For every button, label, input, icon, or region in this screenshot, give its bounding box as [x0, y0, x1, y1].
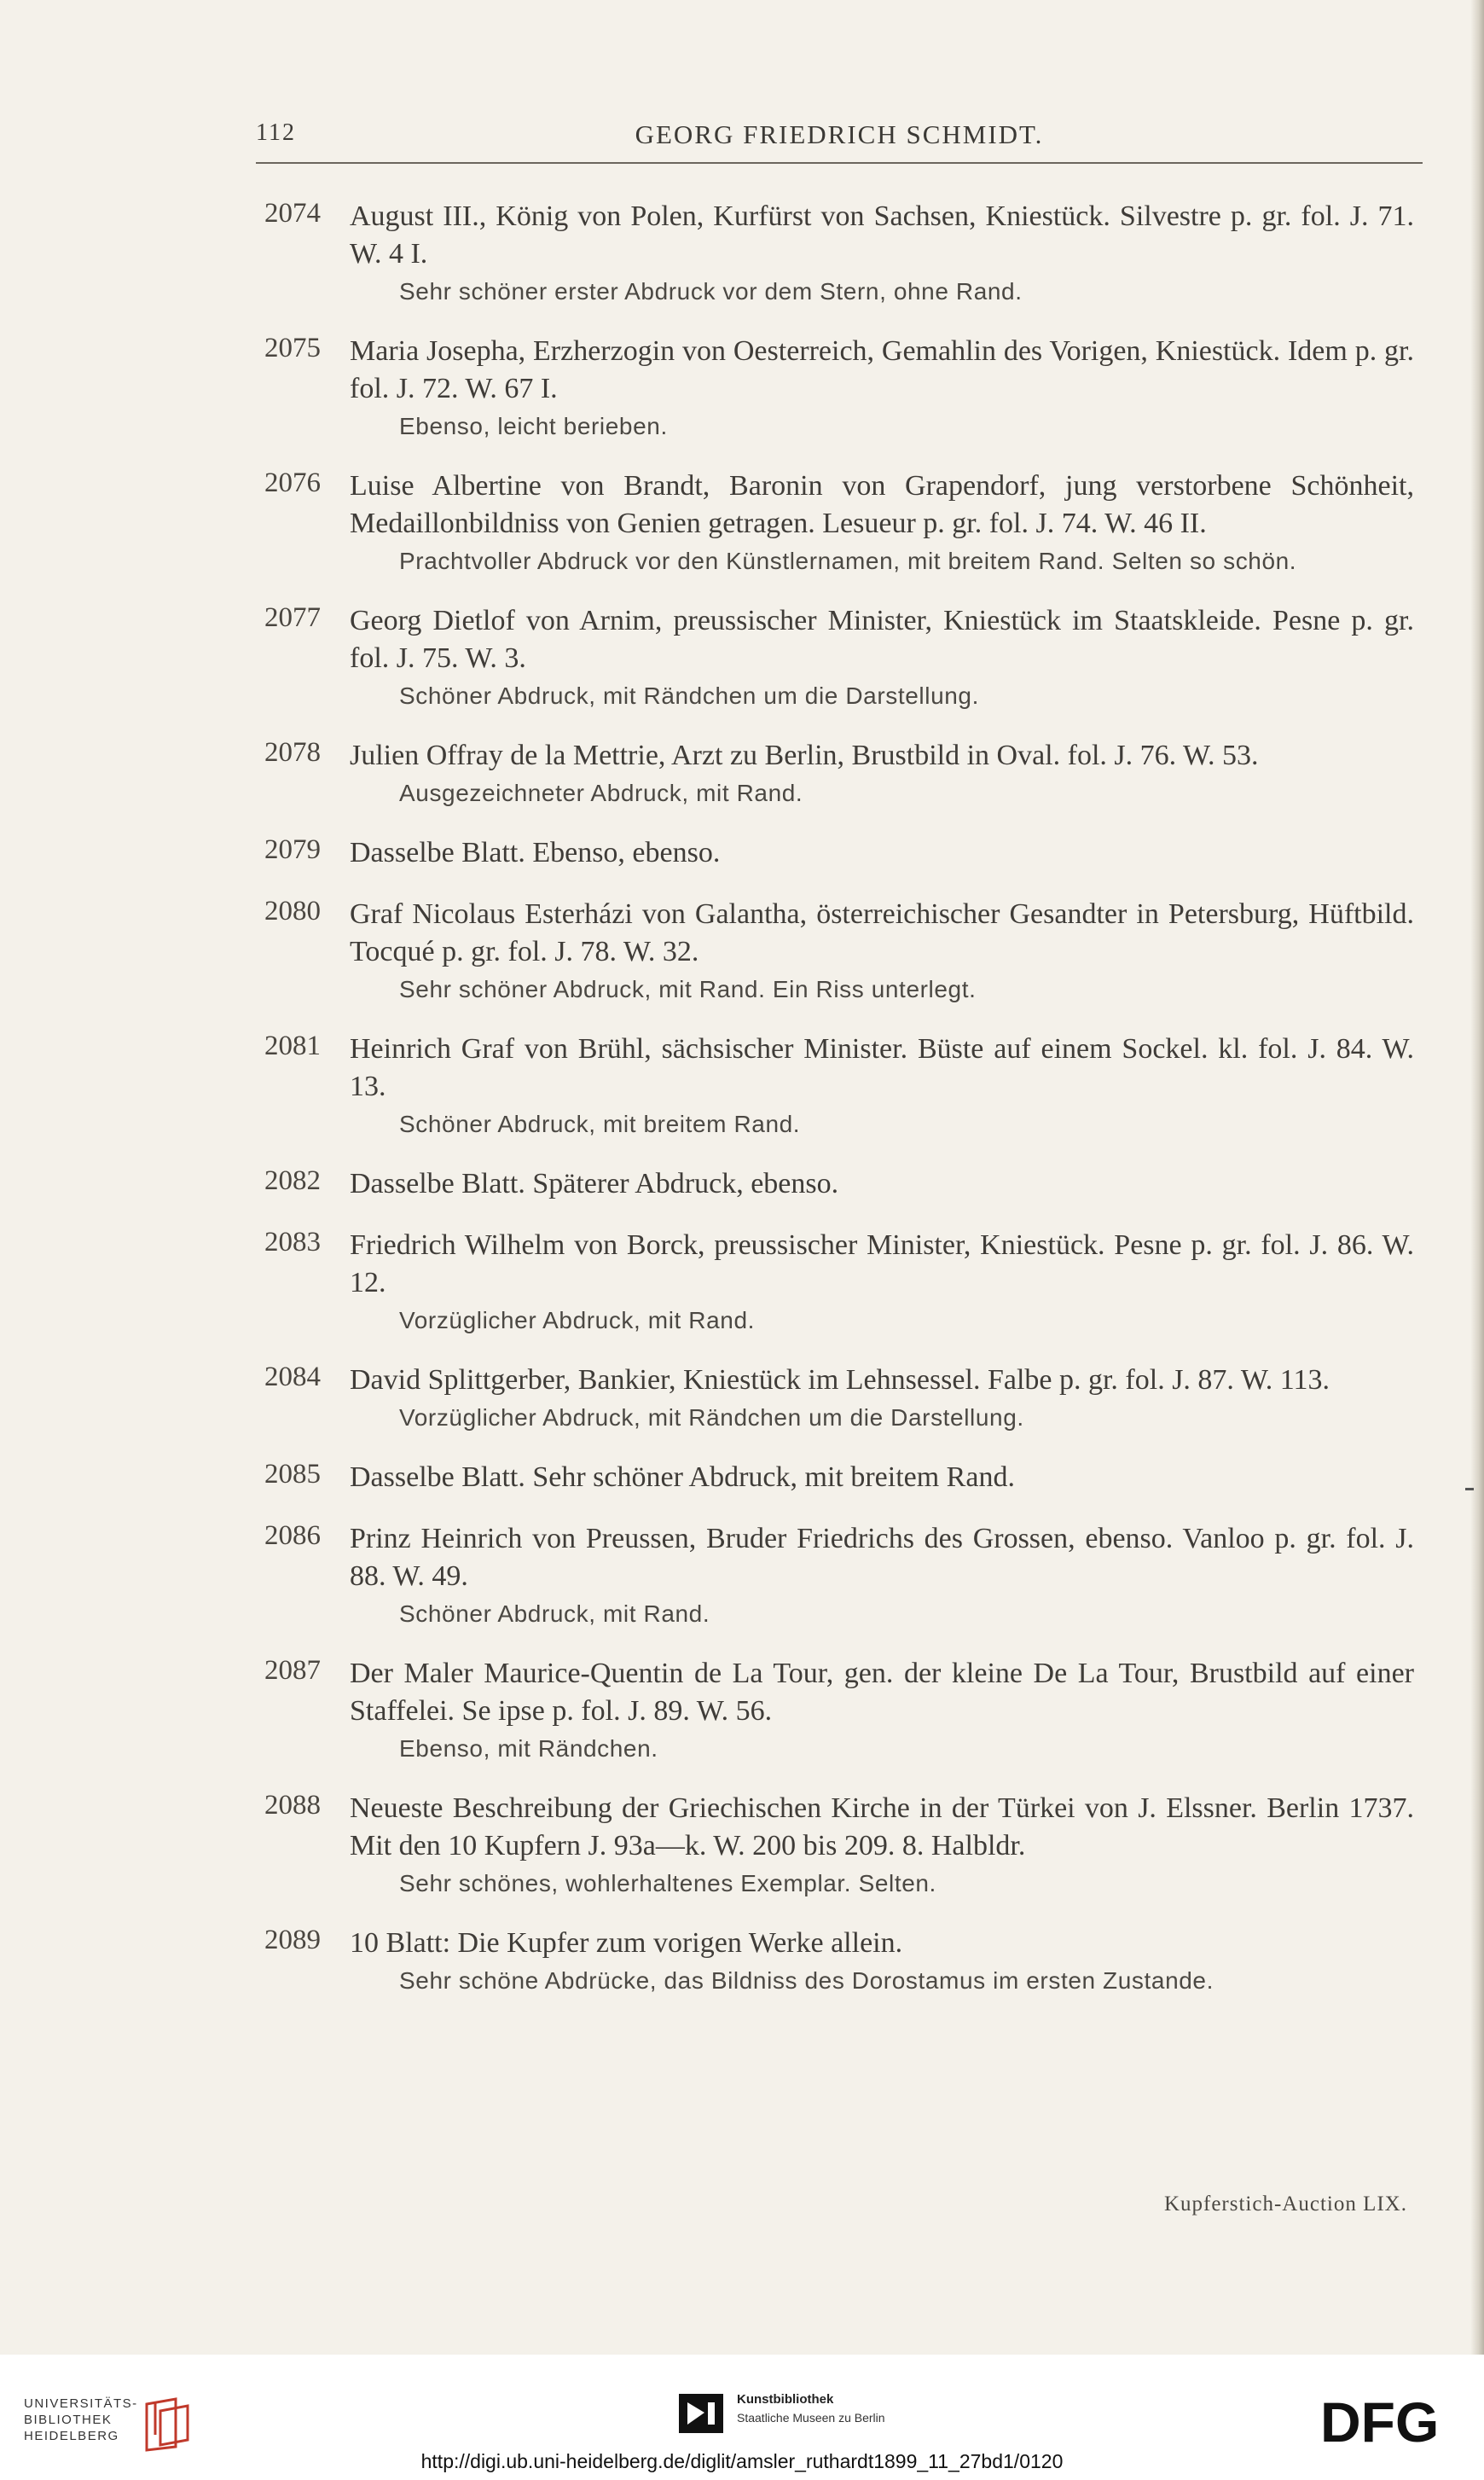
- catalogue-entry: [264, 1790, 1414, 1901]
- university-emblem-icon: [142, 2396, 201, 2452]
- entry-description: Dasselbe Blatt. Späterer Abdruck, ebenso.: [350, 1168, 839, 1199]
- entry-number: 2074: [264, 198, 321, 229]
- entry-condition-note: Schöner Abdruck, mit breitem Rand.: [399, 1111, 801, 1137]
- running-title: GEORG FRIEDRICH SCHMIDT.: [635, 119, 1044, 149]
- kunstbibliothek-subtitle: Staatliche Museen zu Berlin: [737, 2411, 885, 2425]
- entry-condition-note: Schöner Abdruck, mit Rand.: [399, 1600, 710, 1627]
- entry-description: David Splittgerber, Bankier, Kniestück im Lehnsessel. Falbe p. gr. fol. J. 87. W. 113.: [350, 1364, 1330, 1396]
- entry-description: Maria Josepha, Erzherzogin von Oesterreich, Gemahlin des Vorigen, Kniestück. Idem p. gr. fol. J. 72. W. 67 I.: [350, 335, 1414, 404]
- entry-number: 2080: [264, 896, 321, 926]
- catalogue-entry: [264, 1165, 1414, 1203]
- entry-number: 2077: [264, 602, 321, 633]
- entry-number: 2084: [264, 1362, 321, 1392]
- catalogue-entry: [264, 896, 1414, 1007]
- catalogue-entry: [264, 1520, 1414, 1631]
- catalogue-entry: [264, 468, 1414, 578]
- entry-number: 2083: [264, 1227, 321, 1257]
- catalogue-entry: [264, 1031, 1414, 1141]
- entry-description: 10 Blatt: Die Kupfer zum vorigen Werke allein.: [350, 1927, 903, 1959]
- entry-condition-note: Sehr schöne Abdrücke, das Bildniss des Dorostamus im ersten Zustande.: [399, 1967, 1214, 1994]
- university-library-logo[interactable]: [24, 2396, 212, 2455]
- entry-number: 2076: [264, 468, 321, 498]
- catalogue-entry: [264, 602, 1414, 713]
- catalogue-entry: [264, 1925, 1414, 1998]
- catalogue-entry: [264, 737, 1414, 810]
- catalogue-entry: [264, 1655, 1414, 1766]
- entry-number: 2081: [264, 1031, 321, 1061]
- entry-condition-note: Vorzüglicher Abdruck, mit Rand.: [399, 1307, 756, 1333]
- catalogue-entry: [264, 1459, 1414, 1496]
- entry-condition-note: Ebenso, mit Rändchen.: [399, 1735, 658, 1762]
- entry-number: 2089: [264, 1925, 321, 1955]
- page-header: [256, 119, 1423, 164]
- entry-description: Heinrich Graf von Brühl, sächsischer Minister. Büste auf einem Sockel. kl. fol. J. 84. W. 13.: [350, 1033, 1414, 1102]
- entry-description: Neueste Beschreibung der Griechischen Kirche in der Türkei von J. Elssner. Berlin 1737. Mit den 10 Kupfern J. 93a—k. W. 200 bis 209. 8. Halbldr.: [350, 1792, 1414, 1861]
- entry-condition-note: Vorzüglicher Abdruck, mit Rändchen um die Darstellung.: [399, 1404, 1024, 1431]
- dfg-logo[interactable]: [1320, 2396, 1465, 2447]
- university-name: UNIVERSITÄTS- BIBLIOTHEK HEIDELBERG: [24, 2396, 138, 2443]
- permalink-url[interactable]: http://digi.ub.uni-heidelberg.de/diglit/amsler_ruthardt1899_11_27bd1/0120: [420, 2450, 1064, 2472]
- entry-number: 2075: [264, 333, 321, 363]
- entry-number: 2087: [264, 1655, 321, 1686]
- page-edge-shadow: [1470, 0, 1484, 2355]
- entry-description: Luise Albertine von Brandt, Baronin von Grapendorf, jung verstorbene Schönheit, Medaillonbildniss von Genien getragen. Lesueur p. gr. fol. J. 74. W. 46 II.: [350, 470, 1414, 539]
- catalogue-entry: [264, 1227, 1414, 1338]
- entry-number: 2079: [264, 834, 321, 865]
- entry-number: 2086: [264, 1520, 321, 1551]
- svg-text:DFG: DFG: [1320, 2396, 1440, 2447]
- entry-number: 2088: [264, 1790, 321, 1821]
- catalogue-entry: [264, 198, 1414, 309]
- entry-description: Dasselbe Blatt. Ebenso, ebenso.: [350, 837, 721, 868]
- catalogue-entry: [264, 834, 1414, 872]
- entry-description: Georg Dietlof von Arnim, preussischer Minister, Kniestück im Staatskleide. Pesne p. gr. fol. J. 75. W. 3.: [350, 605, 1414, 674]
- catalogue-entry: [264, 1362, 1414, 1435]
- entry-description: Prinz Heinrich von Preussen, Bruder Friedrichs des Grossen, ebenso. Vanloo p. gr. fol. J. 88. W. 49.: [350, 1523, 1414, 1592]
- entry-number: 2078: [264, 737, 321, 768]
- entry-number: 2085: [264, 1459, 321, 1490]
- entry-condition-note: Ausgezeichneter Abdruck, mit Rand.: [399, 780, 803, 806]
- entry-number: 2082: [264, 1165, 321, 1196]
- kunstbibliothek-title: Kunstbibliothek: [737, 2392, 834, 2407]
- kunstbibliothek-emblem-icon: [679, 2394, 723, 2433]
- entry-description: Der Maler Maurice-Quentin de La Tour, gen. der kleine De La Tour, Brustbild auf einer Staffelei. Se ipse p. fol. J. 89. W. 56.: [350, 1658, 1414, 1727]
- entry-condition-note: Ebenso, leicht berieben.: [399, 413, 668, 439]
- entry-description: Friedrich Wilhelm von Borck, preussischer Minister, Kniestück. Pesne p. gr. fol. J. 86. W. 12.: [350, 1229, 1414, 1298]
- page-number: 112: [256, 119, 296, 146]
- entry-condition-note: Sehr schöner Abdruck, mit Rand. Ein Riss unterlegt.: [399, 976, 977, 1002]
- entry-description: August III., König von Polen, Kurfürst von Sachsen, Kniestück. Silvestre p. gr. fol. J. 71. W. 4 I.: [350, 200, 1414, 270]
- entry-condition-note: Schöner Abdruck, mit Rändchen um die Darstellung.: [399, 682, 979, 709]
- entry-description: Graf Nicolaus Esterházi von Galantha, österreichischer Gesandter in Petersburg, Hüftbild. Tocqué p. gr. fol. J. 78. W. 32.: [350, 898, 1414, 967]
- entry-description: Julien Offray de la Mettrie, Arzt zu Berlin, Brustbild in Oval. fol. J. 76. W. 53.: [350, 740, 1259, 771]
- catalogue-entry: [264, 333, 1414, 444]
- entry-condition-note: Sehr schöner erster Abdruck vor dem Stern, ohne Rand.: [399, 278, 1023, 305]
- entry-description: Dasselbe Blatt. Sehr schöner Abdruck, mit breitem Rand.: [350, 1461, 1015, 1493]
- footer-note: Kupferstich-Auction LIX.: [1163, 2193, 1407, 2216]
- catalogue-entries: [264, 198, 1414, 2022]
- kunstbibliothek-logo[interactable]: [679, 2389, 901, 2440]
- entry-condition-note: Prachtvoller Abdruck vor den Künstlernamen, mit breitem Rand. Selten so schön.: [399, 548, 1297, 574]
- entry-condition-note: Sehr schönes, wohlerhaltenes Exemplar. Selten.: [399, 1870, 936, 1896]
- margin-mark: [1465, 1488, 1474, 1490]
